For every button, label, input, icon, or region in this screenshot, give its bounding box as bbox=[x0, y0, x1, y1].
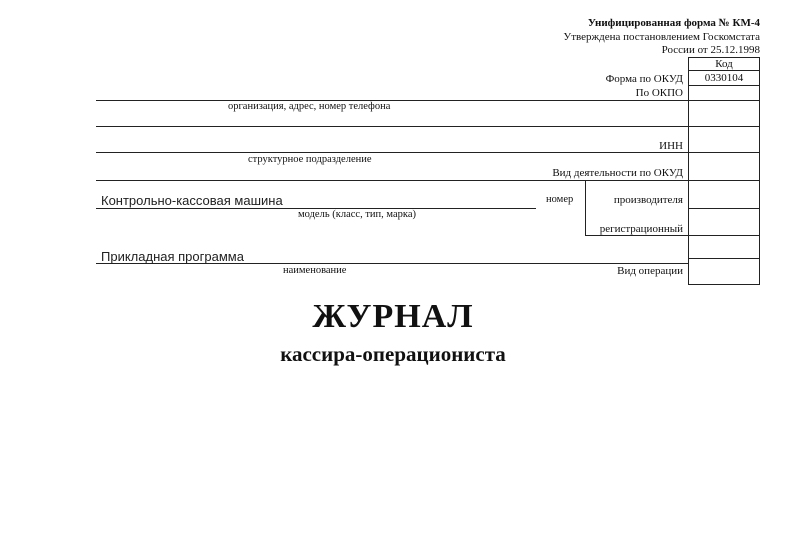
code-table-divider bbox=[688, 70, 760, 71]
operation-label: Вид операции bbox=[617, 265, 683, 277]
number-box-bottom bbox=[585, 235, 688, 236]
code-table-divider bbox=[688, 152, 760, 153]
okud-value: 0330104 bbox=[704, 72, 744, 84]
form-name: Унифицированная форма № КМ-4 bbox=[587, 17, 760, 29]
kod-header: Код bbox=[715, 58, 733, 70]
document-title: ЖУРНАЛ bbox=[312, 298, 474, 335]
program-value: Прикладная программа bbox=[101, 249, 244, 264]
subdivision-line bbox=[96, 152, 688, 153]
okpo-label: По ОКПО bbox=[635, 87, 683, 99]
approved-line-1: Утверждена постановлением Госкомстата bbox=[563, 31, 760, 43]
subdivision-caption: структурное подразделение bbox=[248, 154, 372, 165]
program-caption: наименование bbox=[283, 265, 347, 276]
activity-label: Вид деятельности по ОКУД bbox=[552, 167, 683, 179]
document-subtitle: кассира-операциониста bbox=[280, 342, 506, 366]
approved-line-2: России от 25.12.1998 bbox=[661, 44, 760, 56]
activity-line bbox=[96, 180, 688, 181]
model-caption: модель (класс, тип, марка) bbox=[298, 209, 416, 220]
code-table-divider bbox=[688, 180, 760, 181]
program-line bbox=[96, 263, 688, 264]
code-table-divider bbox=[688, 235, 760, 236]
code-table-divider bbox=[688, 100, 760, 101]
number-label: номер bbox=[546, 194, 574, 205]
code-table-divider bbox=[688, 258, 760, 259]
code-table-divider bbox=[688, 85, 760, 86]
number-box-left bbox=[585, 180, 586, 235]
manufacturer-label: производителя bbox=[613, 194, 683, 206]
code-table-divider bbox=[688, 126, 760, 127]
organization-caption: организация, адрес, номер телефона bbox=[228, 101, 391, 112]
organization-line-2 bbox=[96, 126, 688, 127]
registration-label: регистрационный bbox=[599, 223, 683, 235]
code-table bbox=[688, 57, 760, 285]
code-table-divider bbox=[688, 208, 760, 209]
okud-label: Форма по ОКУД bbox=[605, 73, 683, 85]
inn-label: ИНН bbox=[659, 140, 683, 152]
organization-line bbox=[96, 100, 688, 101]
kkm-value: Контрольно-кассовая машина bbox=[101, 193, 283, 208]
